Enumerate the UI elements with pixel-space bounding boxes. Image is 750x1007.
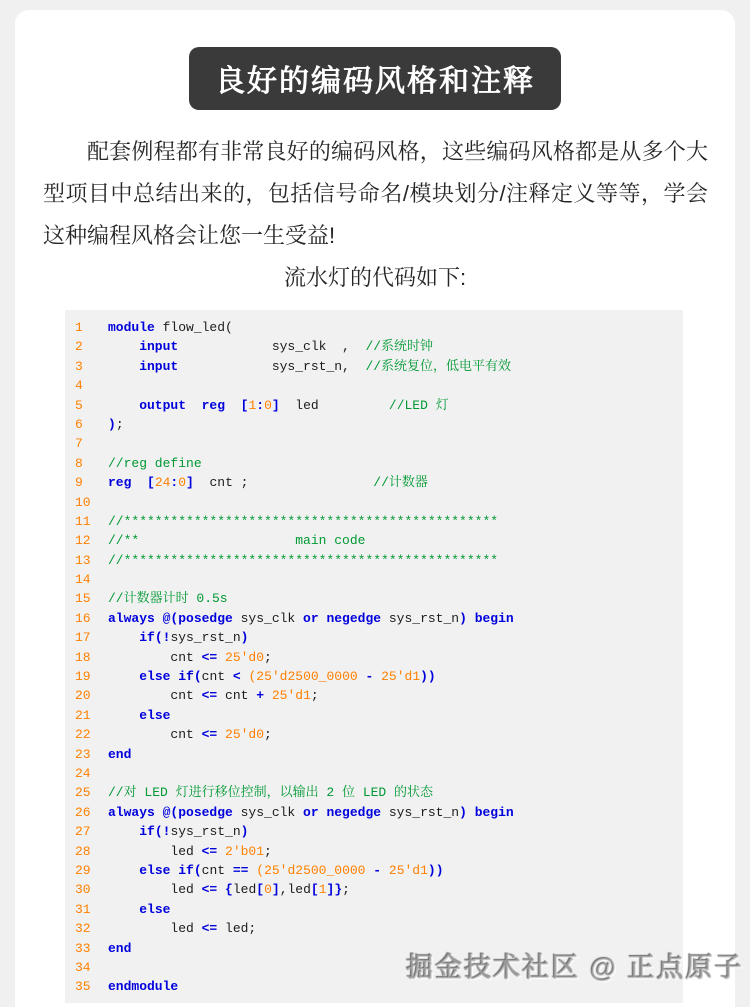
code-line-content: cnt <= cnt + 25'd1;	[108, 688, 319, 704]
code-line	[75, 531, 677, 550]
code-line	[75, 609, 677, 628]
code-line-content: end	[108, 940, 132, 956]
code-line	[75, 861, 677, 880]
code-line	[75, 493, 677, 512]
line-number: 32	[75, 921, 91, 937]
code-line	[75, 454, 677, 473]
intro-paragraph: 配套例程都有非常良好的编码风格，这些编码风格都是从多个大型项目中总结出来的，包括信号命名/模块划分/注释定义等等，学会这种编程风格会让您一生受益!	[43, 139, 708, 248]
code-line	[75, 745, 677, 764]
line-number: 12	[75, 533, 91, 549]
code-line	[75, 725, 677, 744]
code-line-content: output reg [1:0] led //LED 灯	[108, 397, 449, 413]
code-line-content: module flow_led(	[108, 320, 233, 335]
line-number: 11	[75, 513, 91, 529]
line-number: 29	[75, 862, 91, 878]
code-line	[75, 667, 677, 686]
code-line-content: input sys_rst_n, //系统复位，低电平有效	[108, 358, 512, 374]
code-line-content: led <= led;	[108, 921, 257, 937]
code-line	[75, 686, 677, 705]
code-line	[75, 551, 677, 570]
page-title: 良好的编码风格和注释	[189, 47, 561, 110]
line-number: 33	[75, 940, 91, 956]
code-line-content: else	[139, 707, 171, 723]
line-number: 31	[75, 901, 91, 917]
code-line-content: led <= {led[0],led[1]};	[108, 882, 350, 898]
code-line-content: //************************************************	[108, 552, 499, 568]
line-number: 17	[75, 630, 91, 646]
line-number: 26	[75, 804, 91, 820]
line-number: 28	[75, 843, 91, 859]
watermark: 掘金技术社区 @ 正点原子	[406, 953, 744, 983]
code-line	[75, 628, 677, 647]
line-number: 19	[75, 669, 91, 685]
article-card	[15, 10, 735, 1007]
code-line-content: end	[108, 746, 132, 762]
code-line-content: if(!sys_rst_n)	[139, 630, 249, 646]
code-line	[75, 783, 677, 802]
code-line	[75, 396, 677, 415]
code-line	[75, 570, 677, 589]
line-number: 30	[75, 882, 91, 898]
code-line	[75, 473, 677, 492]
code-line	[75, 648, 677, 667]
line-number: 5	[75, 397, 83, 413]
code-line	[75, 919, 677, 938]
line-number: 7	[75, 436, 83, 452]
code-line-content: );	[108, 416, 124, 432]
code-line	[75, 357, 677, 376]
code-line-content: always @(posedge sys_clk or negedge sys_rst_n) begin	[108, 610, 514, 626]
code-line-content: else if(cnt == (25'd2500_0000 - 25'd1))	[139, 862, 444, 878]
code-line	[75, 337, 677, 356]
code-line	[75, 803, 677, 822]
line-number: 6	[75, 416, 83, 432]
code-line	[75, 376, 677, 395]
code-line-content: always @(posedge sys_clk or negedge sys_rst_n) begin	[108, 804, 514, 820]
code-line	[75, 706, 677, 725]
code-line-content: //对 LED 灯进行移位控制，以输出 2 位 LED 的状态	[108, 785, 434, 801]
line-number: 10	[75, 494, 91, 510]
code-line-content: cnt <= 25'd0;	[108, 649, 272, 665]
line-number: 9	[75, 475, 83, 491]
line-number: 1	[75, 320, 83, 335]
code-line-content: //************************************************	[108, 513, 499, 529]
line-number: 21	[75, 707, 91, 723]
code-line	[75, 318, 677, 337]
code-line-content: //reg define	[108, 455, 202, 471]
line-number: 23	[75, 746, 91, 762]
line-number: 34	[75, 959, 91, 975]
code-line-content: //计数器计时 0.5s	[108, 591, 228, 607]
code-line-content: if(!sys_rst_n)	[139, 824, 249, 840]
line-number: 20	[75, 688, 91, 704]
code-line	[75, 822, 677, 841]
code-block	[65, 310, 683, 1003]
line-number: 18	[75, 649, 91, 665]
line-number: 8	[75, 455, 83, 471]
line-number: 2	[75, 339, 83, 355]
code-line	[75, 764, 677, 783]
code-line-content: cnt <= 25'd0;	[108, 727, 272, 743]
line-number: 35	[75, 979, 91, 995]
code-line	[75, 434, 677, 453]
line-number: 22	[75, 727, 91, 743]
code-line	[75, 512, 677, 531]
code-line	[75, 415, 677, 434]
code-line-content: input sys_clk , //系统时钟	[108, 339, 434, 355]
line-number: 13	[75, 552, 91, 568]
code-line	[75, 900, 677, 919]
code-line-content: else if(cnt < (25'd2500_0000 - 25'd1))	[139, 669, 436, 685]
code-line-content: led <= 2'b01;	[108, 843, 272, 859]
line-number: 15	[75, 591, 91, 607]
line-number: 25	[75, 785, 91, 801]
code-line	[75, 880, 677, 899]
line-number: 16	[75, 610, 91, 626]
code-line-content: reg [24:0] cnt ; //计数器	[108, 475, 428, 491]
code-caption: 流水灯的代码如下:	[283, 265, 467, 290]
code-line-content: else	[139, 901, 171, 917]
code-line	[75, 589, 677, 608]
line-number: 4	[75, 378, 83, 394]
code-line	[75, 842, 677, 861]
line-number: 27	[75, 824, 91, 840]
line-number: 24	[75, 765, 91, 781]
code-line-content: //** main code	[108, 533, 366, 549]
line-number: 14	[75, 572, 91, 588]
code-line-content: endmodule	[108, 979, 179, 995]
title-banner-wrap	[15, 10, 735, 110]
line-number: 3	[75, 358, 83, 374]
